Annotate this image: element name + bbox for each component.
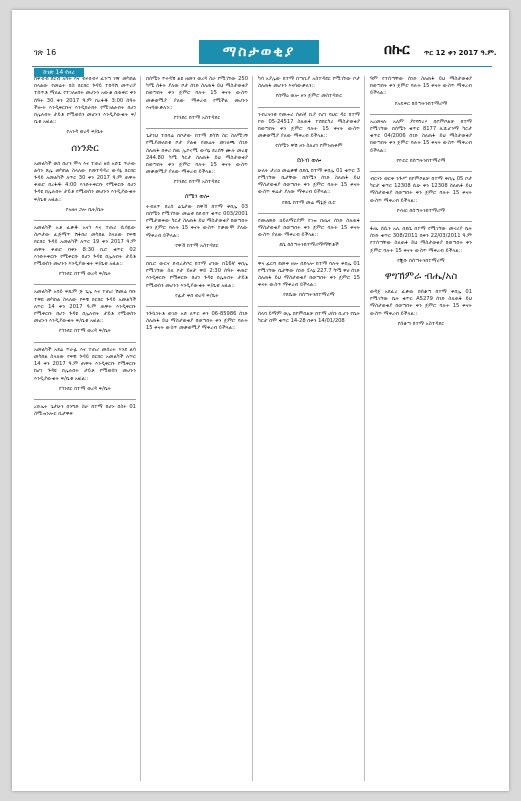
notice-text: አመልካች አደሬ ጥራፊ እና ተጠሪ መሰረት እንደ ልሳ መካከል ስላለው የፍቺ ጉዳይ ክርክር አመልካች ለጥር 14 ቀን 2017 ዓ.ም ጠዋት እንዲቀርቡ የሚቀርቡ ከሆነ ጉዳዩ በሌሉበት ታይቶ የሚወሰን መሆኑን እንዲያውቁት ፍ/ቤቱ አዟል:: (34, 346, 136, 382)
notice-separator (146, 306, 248, 307)
notice-text: ብርሃኑ ወርቅ ንጉሥ በኮምቦልቻ ከተማ ቀበሌ 05 ቦታ ካርታ ቁጥር 12308 ሲሁ ቀን 12308 ስለጠፋ ይህ ማስታወቂያ ከወጣበት ቀን ጀምሮ ባሉት 15 ቀናት ውስጥ ማቅረብ ይችላል:: (370, 176, 472, 204)
column-2 (146, 76, 248, 781)
notice-issuer: የአዘዞ ጋሎ ቤት/ቤት (65, 206, 105, 213)
notice-separator (34, 220, 136, 221)
notice-separator (258, 107, 360, 108)
notice-separator (370, 114, 472, 115)
notice-text: በሰሜን ጥሩዳሽ ልዩ ዘመን ወረዳ ስራ የሚገኘው 250 ካሜ ስፋት ያለው ቦታ ሰነድ ስለጠፋ ይህ ማስታወቂያ ከወጣበት ቀን ጀምሮ ባሉት 15 ቀናት ውስጥ መቃወሚያ ያለው ማቅረብ የሚችል መሆኑን እናሳውቃለን:: (146, 76, 248, 111)
notice-issuer: የጎንደር ከተማ ወረዳ ፍ/ቤት (59, 271, 111, 278)
notice-issuer: የጎንደር ከተማ አስተዳደር (173, 179, 221, 186)
continued-tag: ከገጽ 14 የዞረ (34, 68, 84, 77)
notice-text: ሰላባ ይማም ወሌ በኮምበልቻ ከተማ ሀሰን ቢሆን የቤት ካርታ በሞ ቁጥር 14-28 በቀን 14/01/208 (258, 310, 360, 324)
notice-text: ንጉሷነትቶ ወገድ አሸ ለጥር ቀን 06-85986 ሰነድ ስለጠፋ ይህ ማስታወቂያ ከወጣበት ቀን ጀምሮ ባሉት 15 ቀናት ውስጥ መቃወሚያ ማቅረብ ይችላል:: (146, 311, 248, 332)
region-heading: ዋግኽምራ ብሔ/አስ (384, 271, 458, 283)
notice-text: በቅብብ ደርብ አባት እና ብሩክብሃ ፈንጣ ገዥ መካከል በላልው የመሬት ክስ ክርክር ጉዳይ ተከሳሽ መጥሪያ ተሰጥቶ ማለፈ የተገለፀበት መሆኑን አውቆ በጠቀር ቀን ሰዓት 30 ቀን 2017 ዓ.ም ከረፋዱ 3:00 ሰዓት ችሎት እንዲቀርቡና እንዲከራከሩ የሚገልፁበት ከሆነ በሌሉበት ታይቶ የሚወሰን መሆኑን እንዲያውቁት ፍ/ቤቱ አዟል:: (34, 76, 136, 126)
header-rule (32, 66, 492, 67)
notice-text: ፋጤ ሰሲን አሊ በደሴ ከተማ የሚገኘው መኖሪያ ቤት ሰነድ ቁጥር 308/2011 በቀን 22/03/2011 ዓ.ም የተሰጣቸው ስለጠፋ ይህ ማስታወቂያ ከወጣበት ቀን ጀምሮ ባሉት 15 ቀናት ውስጥ ማቅረብ ይችላል:: (370, 226, 472, 254)
section-masthead: ማስታወቂያ (199, 40, 319, 64)
notice-issuer: የሰማዕ ወሎ ዞን ጀምሮ መስተዳድር (275, 93, 343, 100)
notice-text: ወዳጀ አደፈረ ፈቃዉ በሰቆጣ ከተማ ቀበሌ 01 የሚገኘው ቤት ቁጥር A5279 ሰነድ ስለጠፋ ይህ ማስታወቂያ ከወጣበት ቀን ጀምሮ ባሉት 15 ቀናት ውስጥ ማቅረብ ይችላል:: (370, 289, 472, 317)
notice-text: ዓም የተሰጣቸው ሰነድ ስለጠፋ ይህ ማስታወቂያ ከወጣበት ቀን ጀምሮ ባሉት 15 ቀናት ውስጥ ማቅረብ ይችላል:: (370, 76, 472, 97)
notice-separator (34, 399, 136, 400)
issue-date: ጥር 12 ቀን 2017 ዓ.ም. (424, 49, 497, 57)
notice-separator (34, 284, 136, 285)
notice-separator (258, 213, 360, 214)
notice-separator (146, 128, 248, 129)
notice-text: ትብለጥ ደረሰ ሬጌታው በዋኸ ከተማ ቀበሌ 03 በሰሜን የሚገኘው መሬቱ በደብተ ቁጥር 003/2001 የሚታወቀው ካርታ ስለጠፋ ይህ ማስታወቂያ ከወጣበት ቀን ጀምሮ ባሉት 15 ቀናት ውስጥ ተቃውሞ ያለው ማቅረብ ይችላል:: (146, 203, 248, 239)
column-divider (364, 76, 365, 781)
column-divider (140, 76, 141, 781)
region-heading: ሰሜን ወሎ (184, 192, 210, 200)
page-header (12, 10, 509, 76)
column-4 (370, 76, 472, 781)
notice-separator (370, 171, 472, 172)
notice-text: አረመናሉ አለም ያየባግረሃ በኮምቦልቻ ከተማ የሚገኘው በሰሜን ቁጥር 8177 ሊሺሆንማ ካርታ ቁጥር 04/2006 ሰነድ ስለጠፋ ይህ ማስታወቂያ ከወጣበት ቀን ጀምሮ ባሉት 15 ቀናት ውስጥ ማቅረብ ይችላል:: (370, 118, 472, 154)
notice-issuer: የዮርር ከሰጣትንከተማሪማ (396, 157, 446, 164)
notice-separator (34, 342, 136, 343)
notice-text: አመልካች ወሰ በሆን ሞላ እና ተጠሪ ዘሰ አሸቴ ጥራው ልሳን ጸሌ መካከል ስላለው የመተዳዳሪ ውሳኔ ክርክር ጉዳይ አመልካች ለጥር 30 ቀን 2017 ዓ.ም ጠዋት ቀጠሮ ከረፋዱ 4:00 እንድትቀርቡ የሚቀርቡ ከሆነ ጉዳዩ በሌሉበት ታይቶ የሚወሰን መሆኑን እንዲያውቁት ፍ/ቤቱ አዟል:: (34, 160, 136, 203)
column-1 (34, 76, 136, 781)
notice-text: የመሀመድ ኃይለማርያም የገዝ በጤና ሰነድ ስለጠፋ ማስታወቂያ ከወጣበት ቀን ጀምሮ ባሉት 15 ቀናት ውስጥ ያለው ማቅረብ ይችላል:: (258, 217, 360, 239)
notice-text: ረድኤት ጌታሁን በንግድ ስራ ከተማ ከሆኑ በስሩ 01 ስሚዝንሎር ቢታዋቀ (34, 403, 136, 418)
region-heading: ደቡብ ወሎ (296, 156, 322, 164)
notice-text: ንብረትነቱ የመሐሪ ሰጠኛ ቢያ የሆነ ባህር ዳር ከተማ ኮድ 05-24517 ስለጠፋ ተሸከርካሪ ማስታወቂያ ከወጣበት ቀን ጀምሮ ባሉት 15 ቀናት ውስጥ መቃወሚያ ያለው ማቅረብ ይችላል:: (258, 111, 360, 140)
notice-issuer: የጂቡ ከሰጣትንከተማሪማ (397, 257, 445, 264)
notice-issuer: የደሴው ከሰጣትንከተማሪማ (283, 292, 335, 299)
notice-separator (258, 256, 360, 257)
notice-text: በቢሮ ውርና ደብረታቦር ከተማ ሆነው በ16ኛ ቀበሌ የሚገኘው ስለ ቦታ ይዞታ ዋይ 2:30 ሰዓት ቀጠሮ እንዲቀርቡ የሚቀርቡ ከሆነ ጉዳዩ በሌሉበት ታይቶ የሚወሰን መሆኑን እንዲያውቁት ፍ/ቤቱ አዟል:: (146, 261, 248, 289)
notice-text: ሁለት ታሪኃ መሬቃዊ በደሴ ከተማ ቀበሌ 01 ቁጥር 3 የሚገኘው ቤታቸው በሰሜን ሰነድ ስለጠፋ ይህ ማስታወቂያ ከወጣበት ቀን ጀምሮ ባሉት 15 ቀናት ውስጥ ቅሬታ ያለው ማቅረብ ይችላል:: (258, 167, 360, 196)
notice-issuer: የሰሜን ዋሽ ዞን ስለሆነ የምንጠቀም (275, 143, 343, 150)
notice-issuer: የጎንደር ከተማ ወረዳ ፍ/ቤት (59, 328, 111, 335)
notice-issuer: የሃዘር ከሰጣትንከተማሪማ (396, 207, 446, 214)
notice-issuer: የሰቆጣ ከተማ አስተዳደር (397, 320, 445, 327)
notice-issuer: የአንዳ ወረዳ ፍ/ቤት (66, 129, 104, 136)
notice-text: ካሳ አያሌው ከተማ በጣቢያ አስተዳደር የሚገኘው ቦታ ስለጠፋ መሆኑን እናሳውቃለን:: (258, 76, 360, 90)
notice-separator (370, 221, 472, 222)
notice-text: አመልካች አቶ ፈቃዱ አናጎ እና ተጠሪ ሲሳዬው ስጦታው ፈጅማጥ ሽፋከሪ መካከል ስላለው የፍቺ ክርክር ጉዳይ አመልካች ለጥር 19 ቀን 2017 ዓ.ም ጠዋት ቀጠሮ ከቀኑ 8:30 ቢሮ ቁጥር 02 እንድትቀርቡ የሚቀርቡ ከሆነ ጉዳዩ በሌሉበት ታይቶ የሚወሰን መሆኑን እንዲያውቁት ፍ/ቤቱ አዟል:: (34, 225, 136, 268)
notice-issuer: የፊታ ቀበ ወረዳ ፍ/ቤት (175, 292, 219, 299)
column-divider (252, 76, 253, 781)
notice-issuer: የአዴፍር ከሰጣትንከተማሪማ (394, 100, 448, 107)
region-heading: ሰነንድር (71, 142, 99, 154)
newspaper-name: በኩር (384, 42, 410, 58)
notice-text: አመልካች አባይ ፍጹም ጅ ጌሌ እና ተጠሪ ሽመሬ ባቡ ተዋበ መካከል ስላለው የፍቺ ክርክር ጉዳይ አመልካች ለጥር 14 ቀን 2017 ዓ.ም ጠዋት እንዲቀርቡ የሚቀርቡ ከሆነ ጉዳዩ በሌሉበት ታይቶ የሚወሰን መሆኑን እንዲያውቁት ፍ/ቤቱ አዟል:: (34, 289, 136, 325)
newspaper-page (12, 10, 509, 791)
notice-separator (258, 306, 360, 307)
column-3 (258, 76, 360, 781)
notice-issuer: የጎንደር ከተማ ወረዳ ፍ/ቤት (59, 385, 111, 392)
notice-issuer: የዋኸ ከተማ አስተዳደር (175, 242, 219, 249)
page-number: ገጽ 16 (34, 48, 57, 57)
notice-issuer: የጎንደር ከተማ አስተዳደር (173, 115, 221, 122)
notice-issuer: ደሴ ከሰጣትንከተማሪማማቸቶች (279, 242, 339, 249)
notice-text: ዋና ፊርሻ ደመቀ ዘሎ በደላሎ ከተማ ባሉት ቀበሌ 01 የሚገኘው ቤታቸው ሰነድ ፒላኔ 227.7 ካሜ ዋሀ ሰነድ ስለጠፋ ይህ ማስታወቂያ ከወጣበት ቀን ጀምሮ 15 ቀናት ውስጥ ማቅረብ ይችላል:: (258, 260, 360, 289)
notice-separator (146, 256, 248, 257)
notice-text: ጌታነህ ተበባሬ በቦታው ከተማ ደሳሽ ስር ስለሚገኝ የሚያመለክቱ ቦታ ያልቁ የመሬት መገለጫ ሰነድ ስለጠፋ በቀሪ ሰዉ ኢኮኖሚ ውሳኔ ደረሰኝ ሙሉ መረጃ 244.80 ካሜ ካርታ ስለጠፋ ይህ ማስታወቂያ ከወጣበት ቀን ጀምሮ ባሉት 15 ቀናት ውስጥ መቃወሚያ ያለው ማቅረብ ይችላል:: (146, 133, 248, 176)
notice-issuer: የደሴ ከተማ መሬ ማኔጅ ቢሮ (282, 199, 336, 206)
